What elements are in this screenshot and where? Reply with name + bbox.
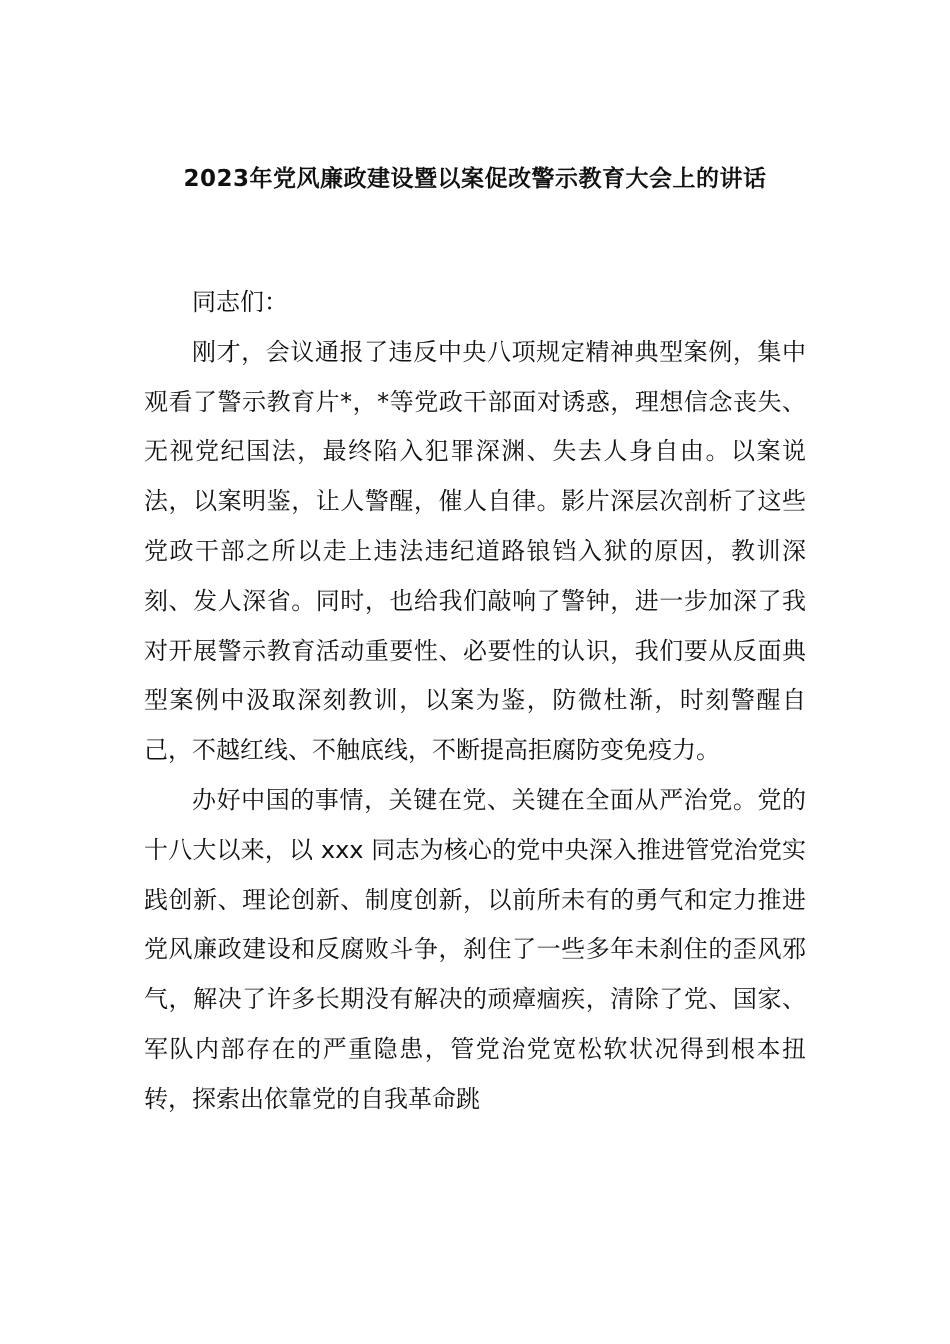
paragraph-2: 办好中国的事情，关键在党、关键在全面从严治党。党的十八大以来，以 xxx 同志为核心的党中央深入推进管党治党实践创新、理论创新、制度创新，以前所未有的勇气和定力推进党风廉政建设和反腐败斗争，刹住了一些多年未刹住的歪风邪气，解决了许多长期没有解决的顽瘴痼疾，清除了党、国家、军队内部存在的严重隐患，管党治党宽松软状况得到根本扭转，探索出依靠党的自我革命跳	[144, 785, 806, 1113]
salutation: 同志们：	[192, 288, 288, 316]
document-title: 2023年党风廉政建设暨以案促改警示教育大会上的讲话	[183, 166, 767, 192]
paragraph-1: 刚才，会议通报了违反中央八项规定精神典型案例，集中观看了警示教育片*，*等党政干部面对诱惑，理想信念丧失、无视党纪国法，最终陷入犯罪深渊、失去人身自由。以案说法，以案明鉴，让人警醒，催人自律。影片深层次剖析了这些党政干部之所以走上违法违纪道路锒铛入狱的原因，教训深刻、发人深省。同时，也给我们敲响了警钟，进一步加深了我对开展警示教育活动重要性、必要性的认识，我们要从反面典型案例中汲取深刻教训，以案为鉴，防微杜渐，时刻警醒自己，不越红线、不触底线，不断提高拒腐防变免疫力。	[144, 337, 806, 765]
document-body	[144, 278, 806, 1125]
